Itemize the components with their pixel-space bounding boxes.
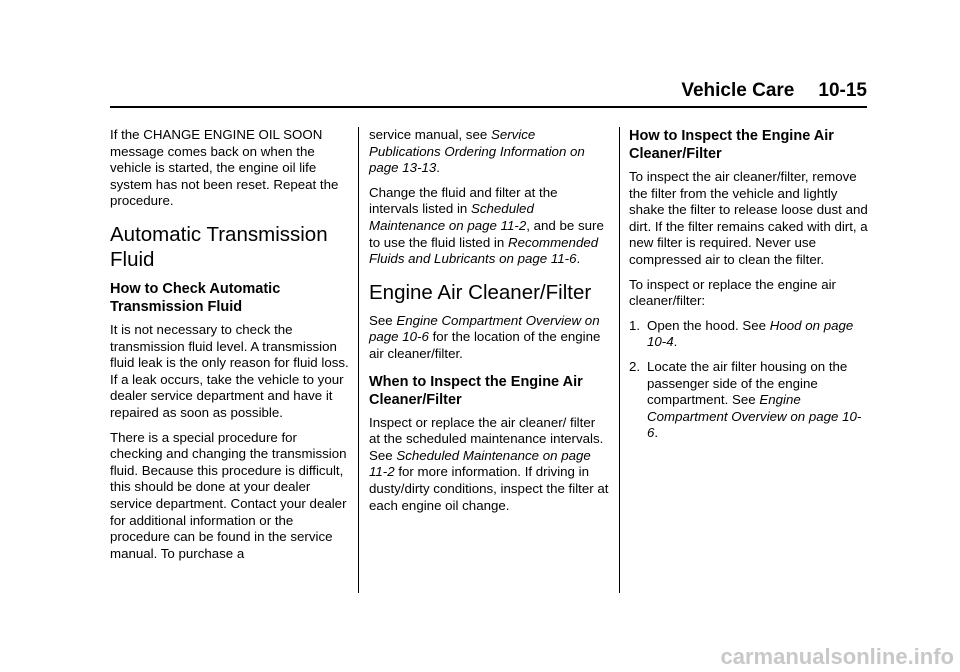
subheading-when-to-inspect: When to Inspect the Engine Air Cleaner/Filter <box>369 373 583 408</box>
text: Inspect or replace the air cleaner/ filter at the scheduled maintenance intervals. See <box>369 414 604 463</box>
paragraph <box>369 185 609 268</box>
link-engine-compartment-overview[interactable]: Engine Compartment Overview on page 10-6 <box>369 312 600 345</box>
heading-engine-air-cleaner: Engine Air Cleaner/Filter <box>369 280 592 304</box>
page-number: 10-15 <box>818 80 867 101</box>
page-header <box>110 80 867 108</box>
paragraph: There is a special procedure for checking and changing the transmission fluid. Because this procedure is difficult, this should be done at your dealer service department. Contact your dealer for additional information or the procedure can be found in the service manual. To purchase a <box>110 429 347 561</box>
paragraph: To inspect the air cleaner/filter, remove the filter from the vehicle and lightly shake the filter to release loose dust and dirt. If the filter remains caked with dirt, a new filter is required. Never use compressed air to clean the filter. <box>629 169 868 267</box>
paragraph: It is not necessary to check the transmission fluid level. A transmission fluid leak is the only reason for fluid loss. If a leak occurs, take the vehicle to your dealer service department and have it repaired as soon as possible. <box>110 321 349 420</box>
steps-list <box>629 318 869 442</box>
paragraph: To inspect or replace the engine air cleaner/filter: <box>629 276 836 309</box>
paragraph: If the CHANGE ENGINE OIL SOON message comes back on when the vehicle is started, the engine oil life system has not been reset. Repeat the procedure. <box>110 127 339 209</box>
link-scheduled-maintenance[interactable]: Scheduled Maintenance on page 11-2 <box>369 201 534 233</box>
link-engine-compartment-overview[interactable]: Engine Compartment Overview on page 10-6 <box>647 392 862 441</box>
text: . <box>654 425 659 441</box>
text: for the location of the engine air cleaner/filter. <box>369 329 601 361</box>
column-1 <box>110 127 350 570</box>
column-3 <box>629 127 869 450</box>
text: . <box>673 334 678 350</box>
heading-automatic-transmission-fluid: Automatic Transmission Fluid <box>110 222 328 271</box>
watermark: carmanualsonline.info <box>720 644 954 669</box>
subheading-check-transmission-fluid: How to Check Automatic Transmission Fluid <box>110 280 281 315</box>
paragraph <box>369 415 609 515</box>
section-title: Vehicle Care <box>681 80 795 101</box>
text: Change the fluid and filter at the intervals listed in <box>369 184 558 217</box>
text: See <box>369 312 397 328</box>
link-scheduled-maintenance[interactable]: Scheduled Maintenance on page 11-2 <box>369 447 591 480</box>
text: service manual, see <box>369 127 491 142</box>
text: Open the hood. See <box>647 317 770 333</box>
paragraph <box>369 127 609 177</box>
text: for more information. If driving in dusty/dirty conditions, inspect the filter at each engine oil change. <box>369 464 609 513</box>
link-service-publications[interactable]: Service Publications Ordering Information on page 13-13 <box>369 127 585 176</box>
text: , and be sure to use the fluid listed in <box>369 217 604 250</box>
step-number: 2. <box>629 358 641 374</box>
text: . <box>576 251 581 267</box>
column-2 <box>369 127 609 522</box>
text: Locate the air filter housing on the passenger side of the engine compartment. See <box>647 358 848 408</box>
column-divider <box>358 127 359 593</box>
text: . <box>436 160 440 176</box>
link-hood[interactable]: Hood on page 10-4 <box>647 317 854 350</box>
list-item <box>629 318 869 351</box>
step-number: 1. <box>629 317 641 333</box>
subheading-how-to-inspect: How to Inspect the Engine Air Cleaner/Filter <box>629 128 834 162</box>
paragraph <box>369 313 609 363</box>
list-item <box>629 359 869 442</box>
column-divider <box>619 127 620 593</box>
link-recommended-fluids[interactable]: Recommended Fluids and Lubricants on page 11-6 <box>369 234 599 267</box>
